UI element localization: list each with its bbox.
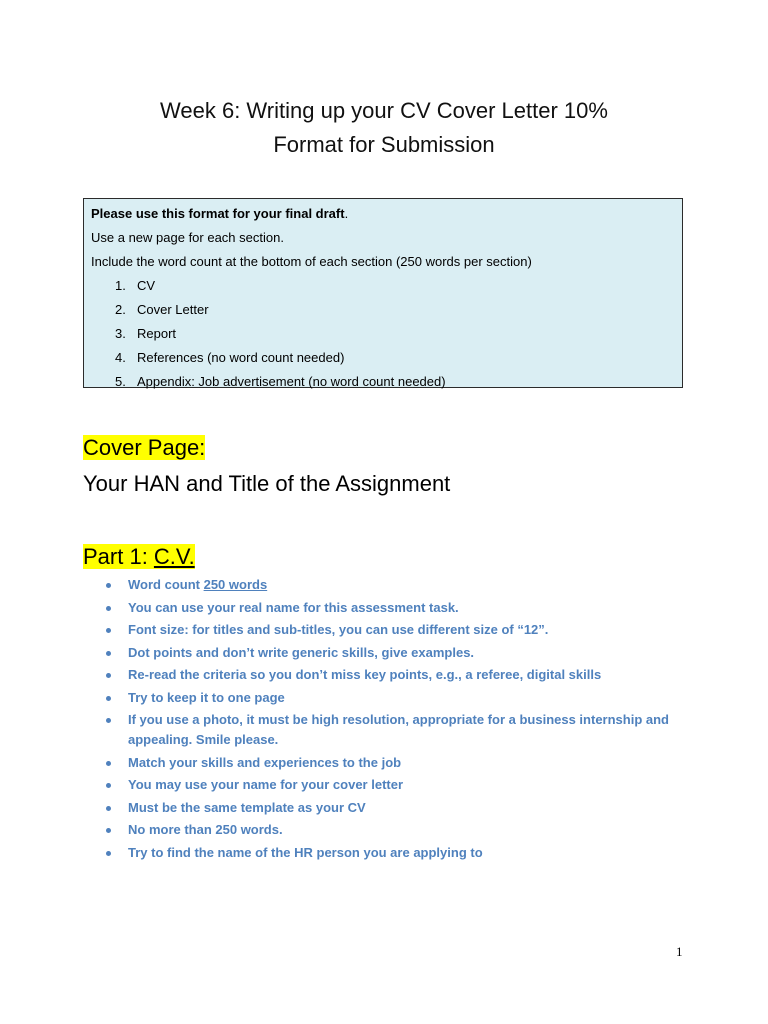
list-item: You may use your name for your cover letter (104, 775, 704, 795)
section-list-label: CV (137, 278, 156, 293)
list-item: Re-read the criteria so you don’t miss key points, e.g., a referee, digital skills (104, 665, 704, 685)
list-item: Try to keep it to one page (104, 688, 704, 708)
cover-page-heading-text: Cover Page: (83, 435, 206, 460)
bullet-prefix: Word count (128, 577, 204, 592)
list-item: Must be the same template as your CV (104, 798, 704, 818)
section-list-number: 4. (115, 350, 126, 365)
part1-heading-highlight (83, 544, 195, 569)
page-title (0, 94, 768, 162)
list-item: Match your skills and experiences to the job (104, 753, 704, 773)
section-list-label: References (no word count needed) (137, 350, 345, 365)
page-number: 1 (676, 944, 683, 959)
section-list-number: 5. (115, 374, 126, 389)
instructions-bold-line (91, 204, 675, 228)
section-list-number: 3. (115, 326, 126, 341)
section-list-number: 2. (115, 302, 126, 317)
instructions-line-3: Include the word count at the bottom of each section (250 words per section) (91, 254, 532, 269)
section-list-item (91, 372, 675, 396)
title-line-1: Week 6: Writing up your CV Cover Letter 10% (160, 98, 608, 123)
section-list-label: Report (137, 326, 177, 341)
section-list-item (91, 300, 675, 324)
part1-heading-prefix: Part 1: (83, 544, 154, 569)
list-item: Try to find the name of the HR person you are applying to (104, 843, 704, 863)
list-item (104, 575, 704, 595)
part1-heading-cv: C.V. (153, 544, 195, 569)
instructions-bold-text: Please use this format for your final draft (91, 206, 345, 221)
instructions-bold-suffix: . (344, 206, 349, 221)
cover-page-heading (83, 434, 205, 462)
list-item: If you use a photo, it must be high resolution, appropriate for a business internship and appealing. Smile please. (104, 710, 704, 750)
list-item: Dot points and don’t write generic skills, give examples. (104, 643, 704, 663)
title-line-2: Format for Submission (273, 132, 495, 157)
section-list (91, 276, 675, 396)
list-item: You can use your real name for this assessment task. (104, 598, 704, 618)
instructions-line-2: Use a new page for each section. (91, 230, 284, 245)
section-list-number: 1. (115, 278, 126, 293)
cv-guidelines-list (104, 575, 704, 865)
list-item: No more than 250 words. (104, 820, 704, 840)
section-list-label: Appendix: Job advertisement (no word count needed) (137, 374, 446, 389)
part1-heading (83, 543, 195, 571)
list-item: Font size: for titles and sub-titles, you can use different size of “12”. (104, 620, 704, 640)
instructions-box (83, 198, 683, 388)
bullet-underlined: 250 words (203, 577, 268, 592)
section-list-item (91, 348, 675, 372)
cover-page-subheading: Your HAN and Title of the Assignment (83, 471, 451, 496)
section-list-item (91, 276, 675, 300)
section-list-label: Cover Letter (137, 302, 209, 317)
section-list-item (91, 324, 675, 348)
